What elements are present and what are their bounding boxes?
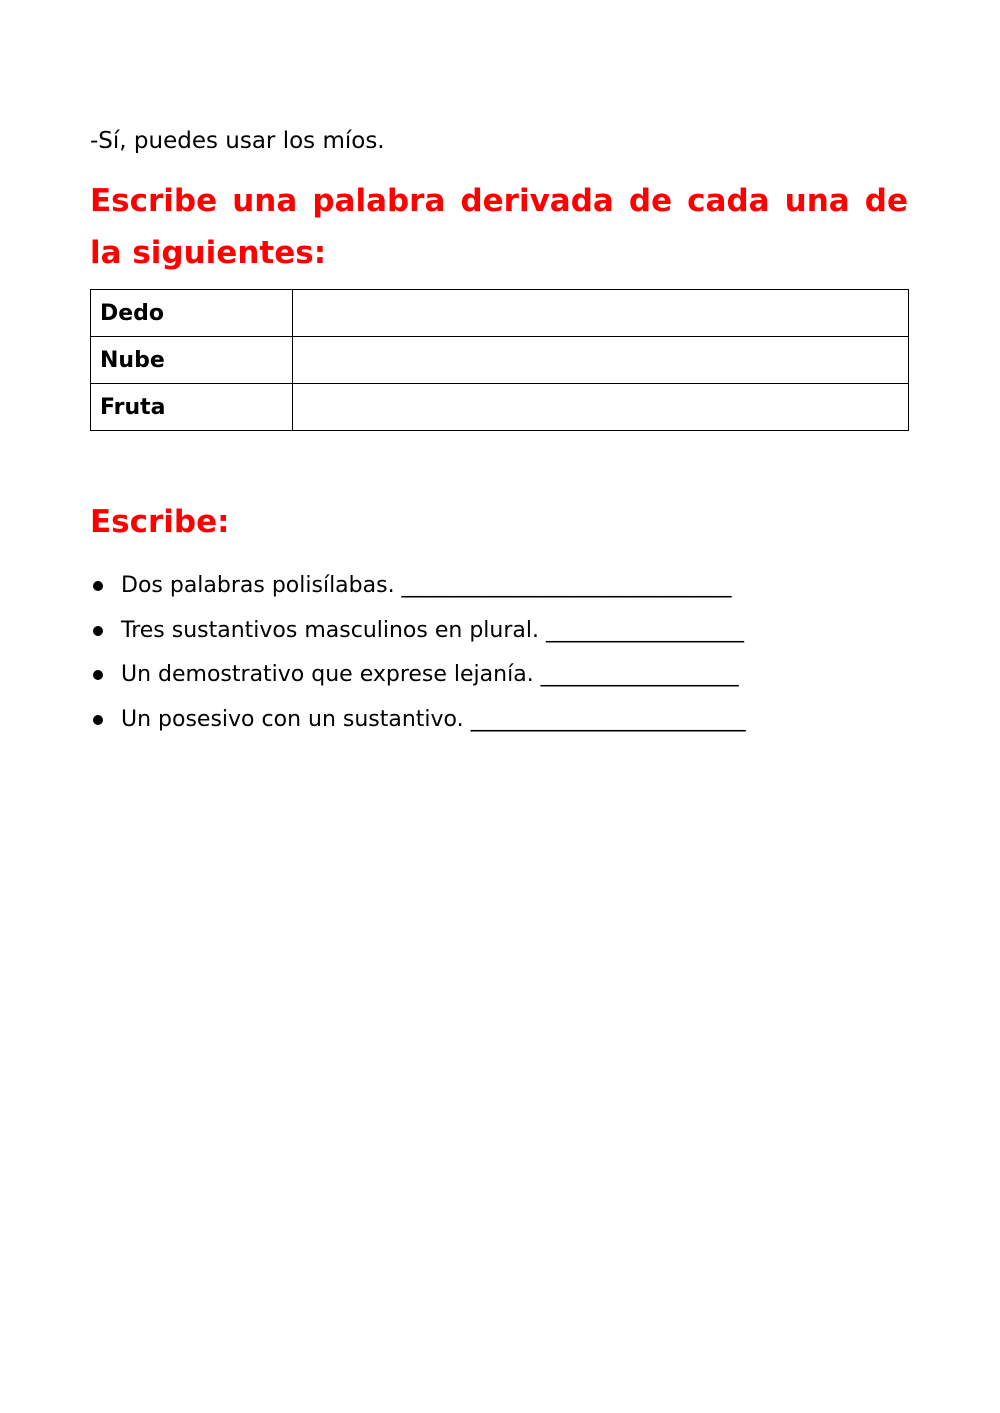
table-row [91, 290, 909, 337]
answer-cell[interactable] [293, 290, 909, 337]
table-row [91, 337, 909, 384]
task-text[interactable]: Dos palabras polisílabas. ______________________________ [121, 573, 732, 598]
intro-dialogue-line: -Sí, puedes usar los míos. [90, 128, 385, 154]
bullet-icon [93, 626, 103, 636]
derived-words-table [90, 289, 909, 431]
answer-cell[interactable] [293, 384, 909, 431]
word-cell: Nube [91, 337, 293, 384]
bullet-icon [93, 581, 103, 591]
task-text[interactable]: Un demostrativo que exprese lejanía. __________________ [121, 662, 739, 687]
list-item [90, 698, 920, 743]
task-text[interactable]: Tres sustantivos masculinos en plural. __________________ [121, 617, 744, 643]
bullet-icon [93, 715, 103, 725]
bullet-icon [93, 670, 103, 680]
word-cell: Dedo [91, 290, 293, 337]
answer-cell[interactable] [293, 337, 909, 384]
section2-heading: Escribe: [90, 504, 230, 540]
task-text[interactable]: Un posesivo con un sustantivo. _________________________ [121, 706, 746, 732]
list-item [90, 564, 920, 609]
task-list [90, 564, 920, 742]
list-item [90, 653, 920, 698]
table-row [91, 384, 909, 431]
list-item [90, 609, 920, 654]
word-cell: Fruta [91, 384, 293, 431]
section1-heading: Escribe una palabra derivada de cada una de la siguientes: [90, 183, 908, 271]
